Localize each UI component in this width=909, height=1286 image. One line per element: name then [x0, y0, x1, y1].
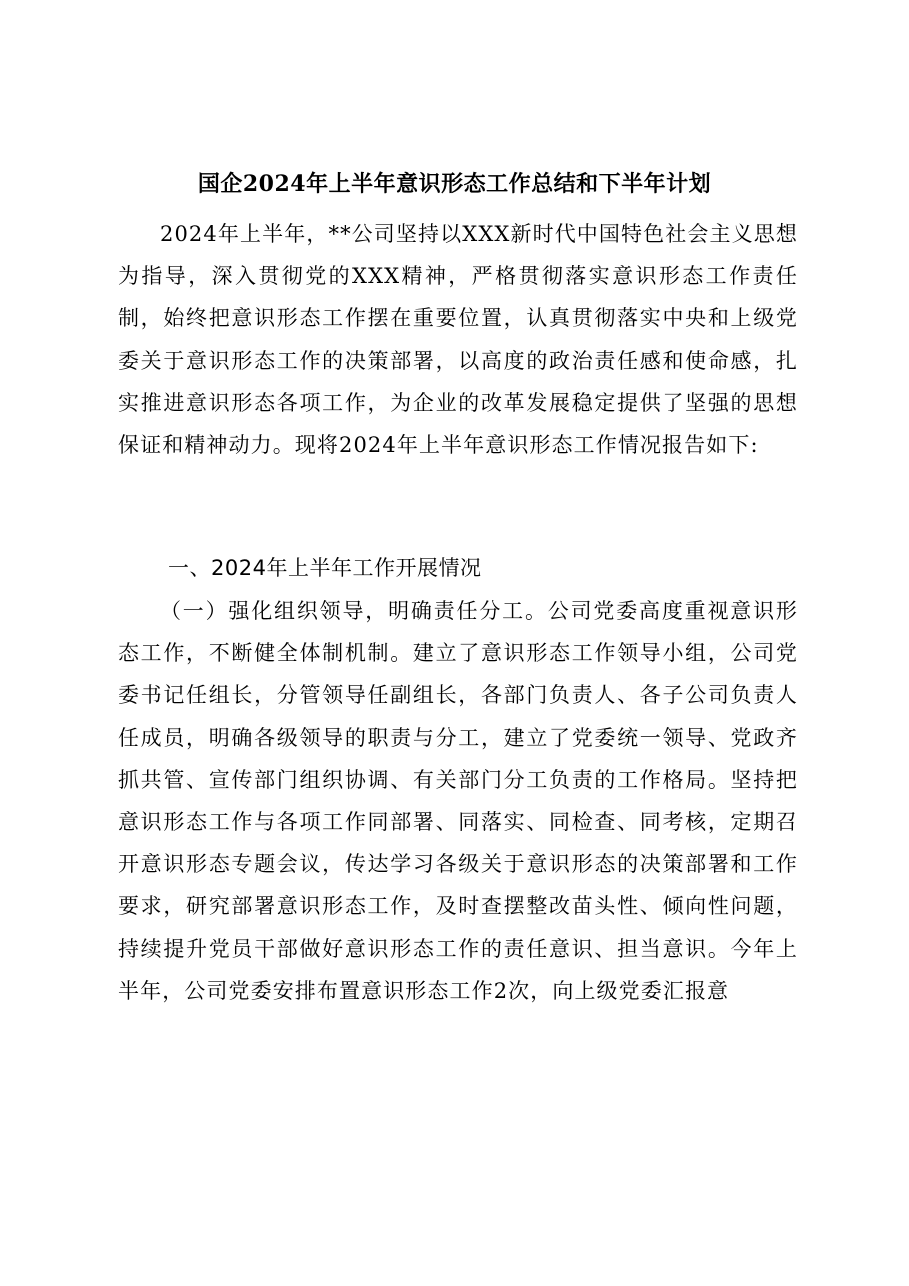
intro-paragraph: 2024年上半年，**公司坚持以XXX新时代中国特色社会主义思想为指导，深入贯彻党的XXX精神，严格贯彻落实意识形态工作责任制，始终把意识形态工作摆在重要位置，认真贯彻落实中央和上级党委关于意识形态工作的决策部署，以高度的政治责任感和使命感，扎实推进意识形态各项工作，为企业的改革发展稳定提供了坚强的思想保证和精神动力。现将2024年上半年意识形态工作情况报告如下:: [118, 222, 798, 458]
section1-paragraph-1: （一）强化组织领导，明确责任分工。公司党委高度重视意识形态工作，不断健全体制机制。建立了意识形态工作领导小组，公司党委书记任组长，分管领导任副组长，各部门负责人、各子公司负责人任成员，明确各级领导的职责与分工，建立了党委统一领导、党政齐抓共管、宣传部门组织协调、有关部门分工负责的工作格局。坚持把意识形态工作与各项工作同部署、同落实、同检查、同考核，定期召开意识形态专题会议，传达学习各级关于意识形态的决策部署和工作要求，研究部署意识形态工作，及时查摆整改苗头性、倾向性问题，持续提升党员干部做好意识形态工作的责任意识、担当意识。今年上半年，公司党委安排布置意识形态工作2次，向上级党委汇报意: [118, 599, 798, 1003]
document-title: 国企2024年上半年意识形态工作总结和下半年计划: [197, 171, 712, 197]
section-heading-1: 一、2024年上半年工作开展情况: [168, 556, 482, 580]
